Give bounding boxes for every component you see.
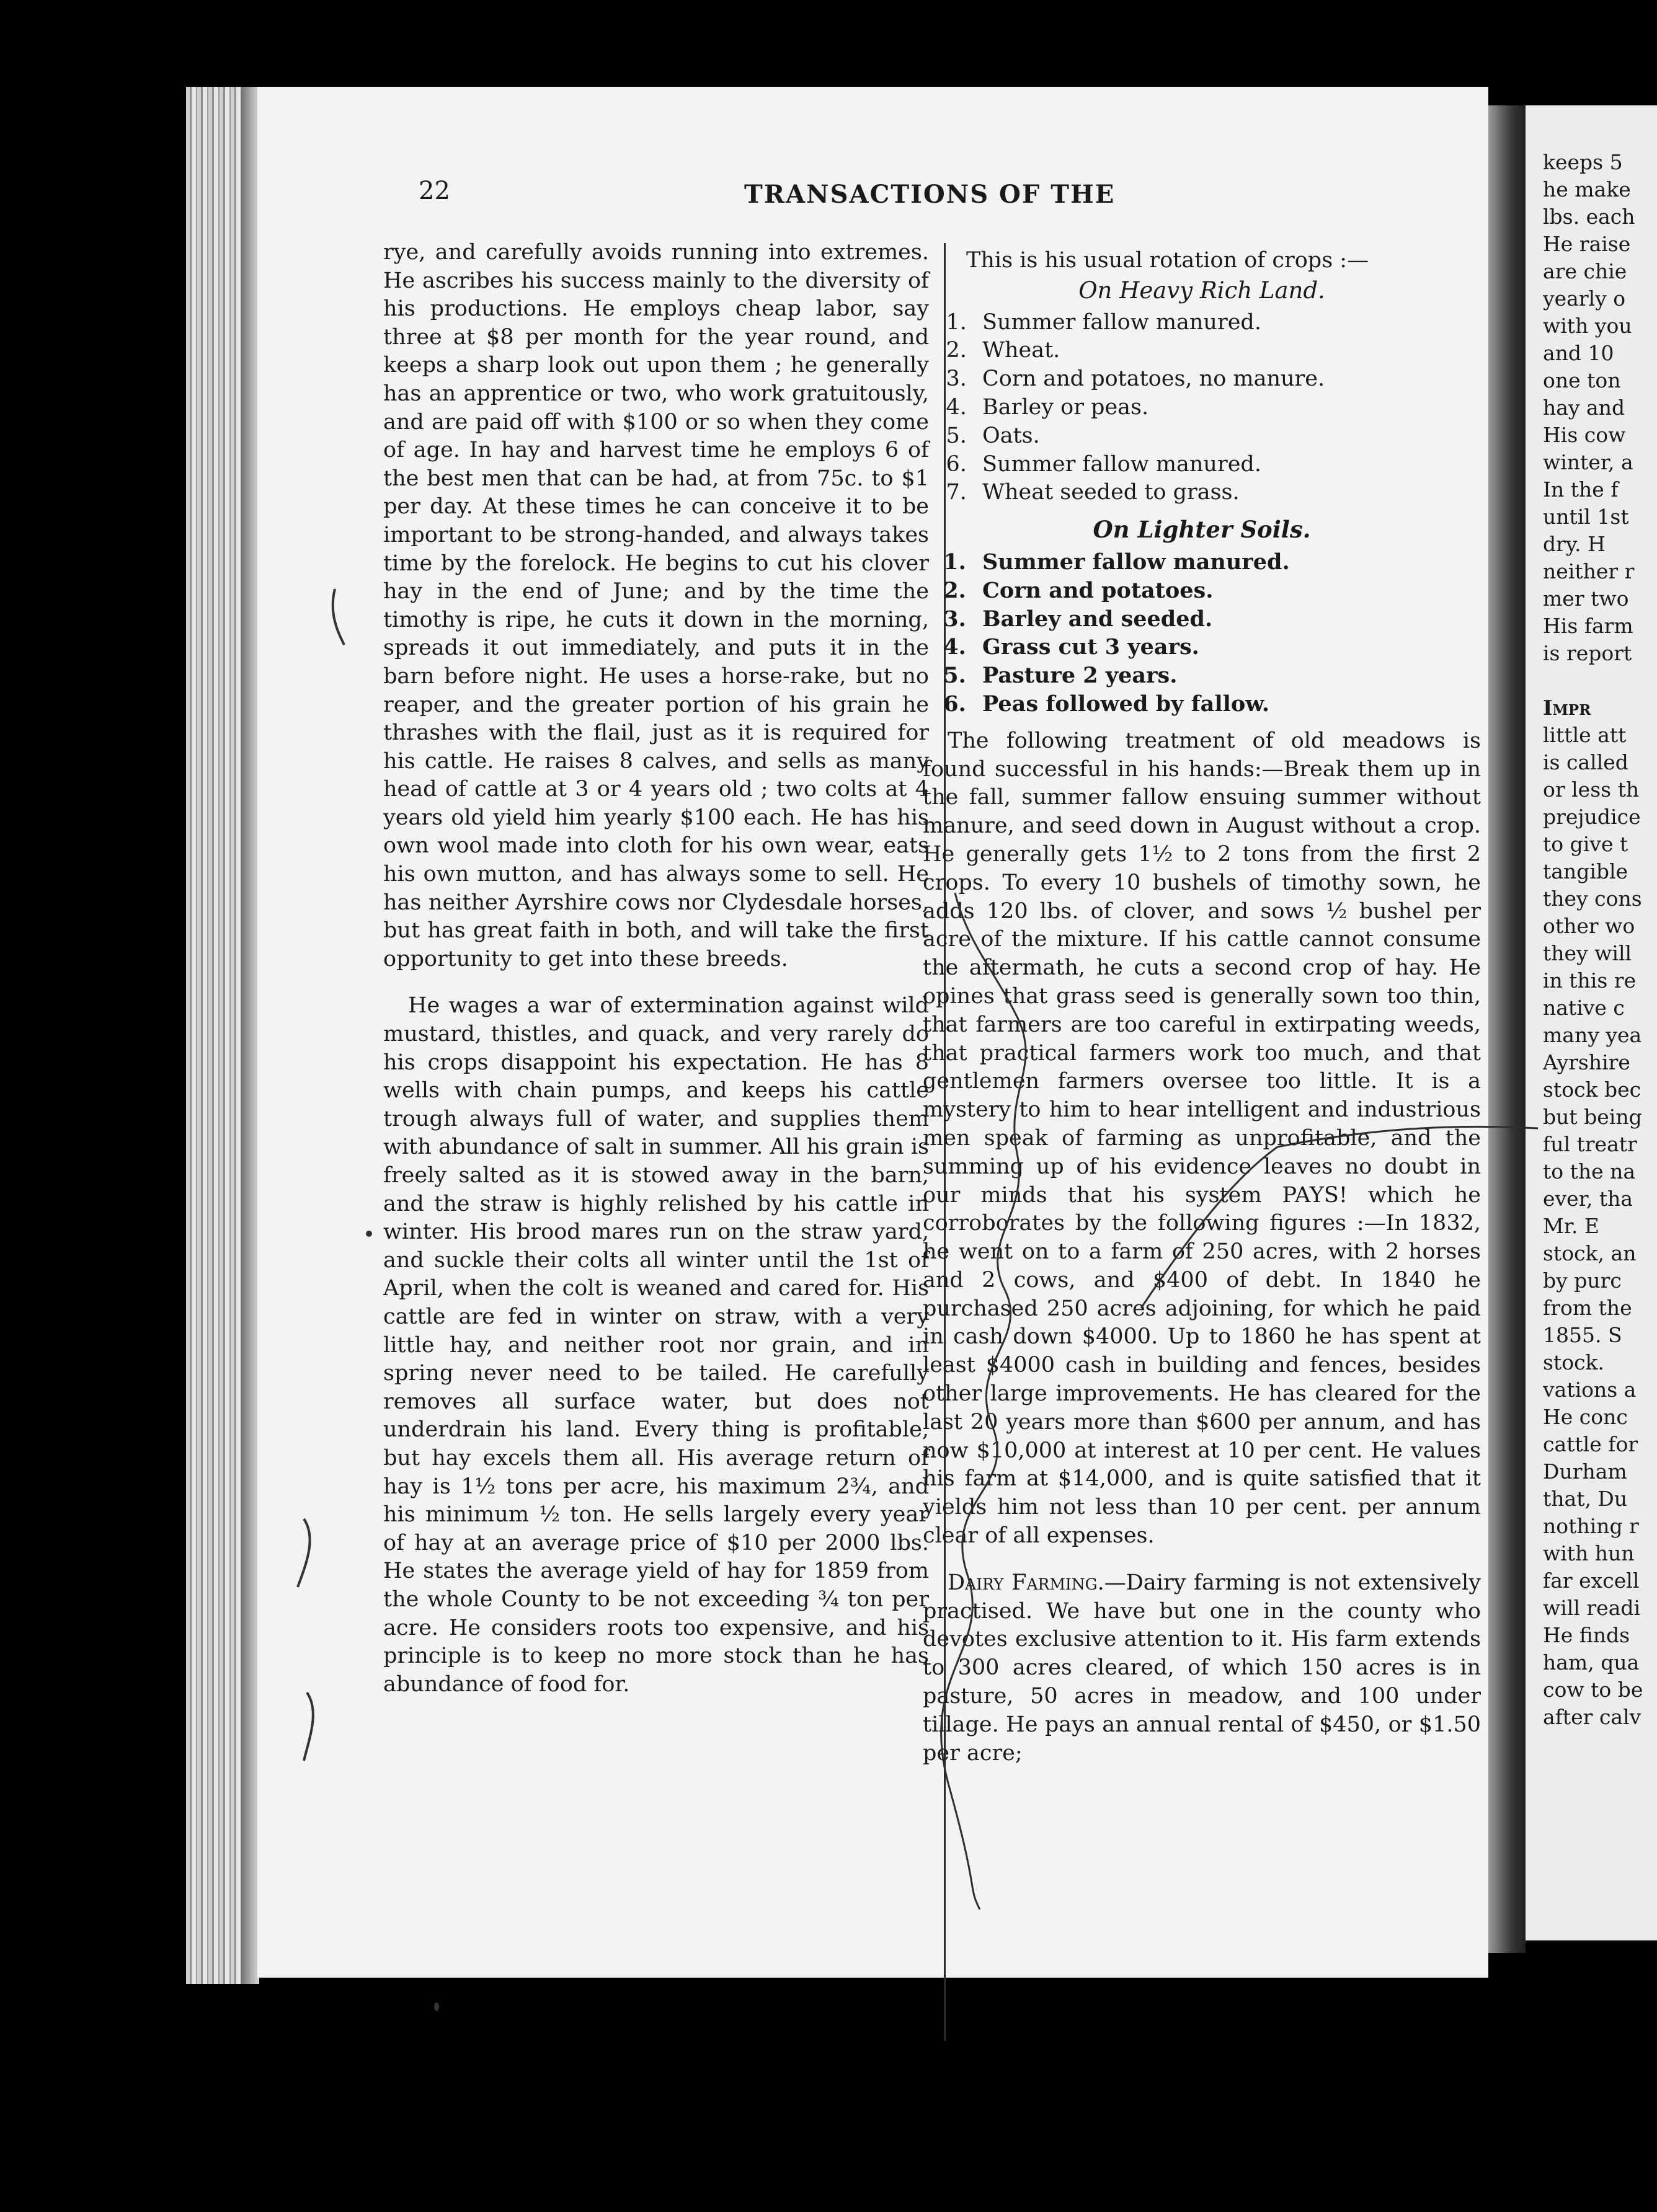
- facing-page-line: to the na: [1543, 1159, 1636, 1183]
- facing-page-line: and 10: [1543, 341, 1614, 365]
- facing-page-line: to give t: [1543, 832, 1628, 856]
- facing-page-line: In the f: [1543, 477, 1619, 502]
- running-head: TRANSACTIONS OF THE: [744, 180, 1116, 209]
- list-item: 7. Wheat seeded to grass.: [974, 479, 1481, 507]
- left-paragraph-1: rye, and carefully avoids running into extremes. He ascribes his success mainly to the diversity of his productions. He employs cheap labor, say three at $8 per month for the year round, and keeps a sharp look out upon them ; he generally has an apprentice or two, who work gratuitously, and are paid off with $100 or so when they come of age. In hay and harvest time he employs 6 of the best men that can be had, at from 75c. to $1 per day. At these times he can conceive it to be important to be strong-handed, and always takes time by the forelock. He begins to cut his clover hay in the end of June; and by the time the timothy is ripe, he cuts it down in the morning, spreads it out immediately, and puts it in the barn before night. He uses a horse-rake, but no reaper, and the greater portion of his grain he thrashes with the flail, just as it is required for his cattle. He raises 8 calves, and sells as many head of cattle at 3 or 4 years old ; two colts at 4 years old yield him yearly $100 each. He has his own wool made into cloth for his own wear, eats his own mutton, and has always some to sell. He has neither Ayrshire cows nor Clydesdale horses, but has great faith in both, and will take the first opportunity to get into these breeds.: [383, 240, 929, 971]
- left-paragraph-2: He wages a war of extermination against wild mustard, thistles, and quack, and very rarely do his crops disappoint his expectation. He has 8 wells with chain pumps, and keeps his cattle trough always full of water, and supplies them with abundance of salt in summer. All his grain is freely salted as it is stowed away in the barn, and the straw is highly relished by his cattle in winter. His brood mares run on the straw yard, and suckle their colts all winter until the 1st of April, when the colt is weaned and cared for. His cattle are fed in winter on straw, with a very little hay, and neither root nor grain, and in spring never need to be tailed. He carefully removes all surface water, but does not underdrain his land. Every thing is profitable, but hay excels them all. His average return of hay is 1½ tons per acre, his maximum 2¾, and his minimum ½ ton. He sells largely every year of hay at an average price of $10 per 2000 lbs. He states the average yield of hay for 1859 from the whole County to be not exceeding ¾ ton per acre. He considers roots too expensive, and his principle is to keep no more stock than he has abundance of food for.: [383, 993, 929, 1697]
- facing-page-line: from the: [1543, 1296, 1632, 1320]
- facing-page-line: He finds: [1543, 1623, 1630, 1647]
- facing-page-line: His cow: [1543, 423, 1626, 447]
- list-item: 6. Peas followed by fallow.: [974, 690, 1481, 719]
- facing-page-line: native c: [1543, 996, 1625, 1020]
- facing-page-line: Ayrshire: [1543, 1050, 1630, 1074]
- margin-mark-3: [304, 1692, 313, 1761]
- dairy-title: Dairy Farming.: [948, 1570, 1104, 1595]
- facing-page-line: yearly o: [1543, 286, 1626, 311]
- facing-page-line: dry. H: [1543, 532, 1606, 556]
- facing-page-line: Durham: [1543, 1459, 1627, 1484]
- list-item: 4. Barley or peas.: [974, 394, 1481, 422]
- facing-page-line: they will: [1543, 941, 1632, 965]
- facing-page-line: keeps 5: [1543, 150, 1623, 174]
- facing-page-line: until 1st: [1543, 505, 1629, 529]
- ink-dot: [434, 2002, 439, 2011]
- facing-page-line: He conc: [1543, 1405, 1628, 1429]
- facing-page-line: by purc: [1543, 1268, 1622, 1293]
- facing-page-line: ful treatr: [1543, 1132, 1637, 1156]
- list-item: 3. Barley and seeded.: [974, 605, 1481, 634]
- facing-page-line: they cons: [1543, 887, 1642, 911]
- facing-page-line: but being: [1543, 1105, 1642, 1129]
- facing-page-line: stock, an: [1543, 1241, 1637, 1265]
- list-item: 1. Summer fallow manured.: [974, 548, 1481, 577]
- stroke-line-1: [941, 893, 1026, 1909]
- meadow-paragraph: The following treatment of old meadows is found successful in his hands:—Break them up in the fall, summer fallow ensuing summer without manure, and seed down in August without a crop. He generally gets 1½ to 2 tons from the first 2 crops. To every 10 bushels of timothy sown, he adds 120 lbs. of clover, and sows ½ bushel per acre of the mixture. If his cattle cannot consume the aftermath, he cuts a second crop of hay. He opines that grass seed is generally sown too thin, that farmers are too careful in extirpating weeds, that practical farmers work too much, and that gentlemen farmers oversee too little. It is a mystery to him to hear intelligent and industrious men speak of farming as unprofitable, and the summing up of his evidence leaves no doubt in our minds that his system PAYS! which he corroborates by the following figures :—In 1832, he went on to a farm of 250 acres, with 2 horses and 2 cows, and $400 of debt. In 1840 he purchased 250 acres adjoining, for which he paid in cash down $4000. Up to 1860 he has spent at least $4000 cash in building and fences, besides other large improvements. He has cleared for the last 20 years more than $600 per annum, and has now $10,000 at interest at 10 per cent. He values his farm at $14,000, and is quite satisfied that it yields him not less than 10 per cent. per annum clear of all expenses.: [923, 728, 1481, 1549]
- list-item: 5. Oats.: [974, 422, 1481, 451]
- facing-page-line: tangible: [1543, 859, 1628, 883]
- list-item: 5. Pasture 2 years.: [974, 661, 1481, 690]
- facing-page-line: cow to be: [1543, 1678, 1643, 1702]
- facing-page-line: vations a: [1543, 1378, 1637, 1402]
- list-item: 4. Grass cut 3 years.: [974, 633, 1481, 661]
- lighter-soils-heading: On Lighter Soils.: [1093, 516, 1311, 544]
- facing-page-line: stock.: [1543, 1350, 1605, 1374]
- rotation-intro: This is his usual rotation of crops :—: [966, 248, 1369, 273]
- facing-page-line: 1855. S: [1543, 1323, 1622, 1347]
- facing-page-line: Impr: [1543, 696, 1591, 720]
- facing-page-line: cattle for: [1543, 1432, 1638, 1456]
- facing-page-line: are chie: [1543, 259, 1627, 283]
- ink-dot: [366, 1231, 372, 1237]
- facing-page-line: little att: [1543, 723, 1627, 747]
- facing-page-line: stock bec: [1543, 1077, 1641, 1102]
- stroke-line-2: [1277, 1126, 1538, 1147]
- facing-page-line: in this re: [1543, 968, 1637, 993]
- facing-page-line: that, Du: [1543, 1487, 1628, 1511]
- list-item: 1. Summer fallow manured.: [974, 309, 1481, 337]
- facing-page-line: with you: [1543, 314, 1632, 338]
- facing-page-line: or less th: [1543, 777, 1640, 802]
- facing-page-line: far excell: [1543, 1568, 1640, 1593]
- facing-page-line: nothing r: [1543, 1514, 1639, 1538]
- facing-page-line: many yea: [1543, 1023, 1642, 1047]
- facing-page-line: he make: [1543, 177, 1631, 201]
- facing-page-line: is report: [1543, 641, 1632, 665]
- facing-page-line: neither r: [1543, 559, 1635, 583]
- heavy-land-heading: On Heavy Rich Land.: [1078, 276, 1325, 304]
- list-item: 3. Corn and potatoes, no manure.: [974, 365, 1481, 394]
- dairy-text: —Dairy farming is not extensively practised. We have but one in the county who devotes exclusive attention to it. His farm extends to 300 acres cleared, of which 150 acres is in pasture, 50 acres in meadow, and 100 under tillage. He pays an annual rental of $450, or $1.50 per acre;: [923, 1570, 1481, 1766]
- list-item: 2. Wheat.: [974, 337, 1481, 365]
- facing-page-line: His farm: [1543, 614, 1633, 638]
- margin-mark-1: [333, 589, 344, 645]
- facing-page-line: ever, tha: [1543, 1187, 1633, 1211]
- facing-page-line: after calv: [1543, 1705, 1641, 1729]
- facing-page-line: with hun: [1543, 1541, 1635, 1565]
- stroke-line-3: [1141, 1147, 1277, 1308]
- facing-page-line: mer two: [1543, 586, 1629, 611]
- facing-page-line: lbs. each: [1543, 205, 1635, 229]
- facing-page-line: Mr. E: [1543, 1214, 1600, 1238]
- facing-page-line: winter, a: [1543, 450, 1633, 474]
- facing-page-line: He raise: [1543, 232, 1631, 256]
- facing-page-line: hay and: [1543, 396, 1625, 420]
- list-item: 6. Summer fallow manured.: [974, 451, 1481, 479]
- facing-page-line: is called: [1543, 750, 1628, 774]
- facing-page-line: other wo: [1543, 914, 1635, 938]
- facing-page-line: ham, qua: [1543, 1650, 1640, 1674]
- facing-page-line: prejudice: [1543, 805, 1641, 829]
- facing-page-line: one ton: [1543, 368, 1621, 392]
- page-number: 22: [419, 177, 450, 205]
- list-item: 2. Corn and potatoes.: [974, 577, 1481, 605]
- margin-mark-2: [298, 1519, 310, 1587]
- facing-page-line: will readi: [1543, 1596, 1641, 1620]
